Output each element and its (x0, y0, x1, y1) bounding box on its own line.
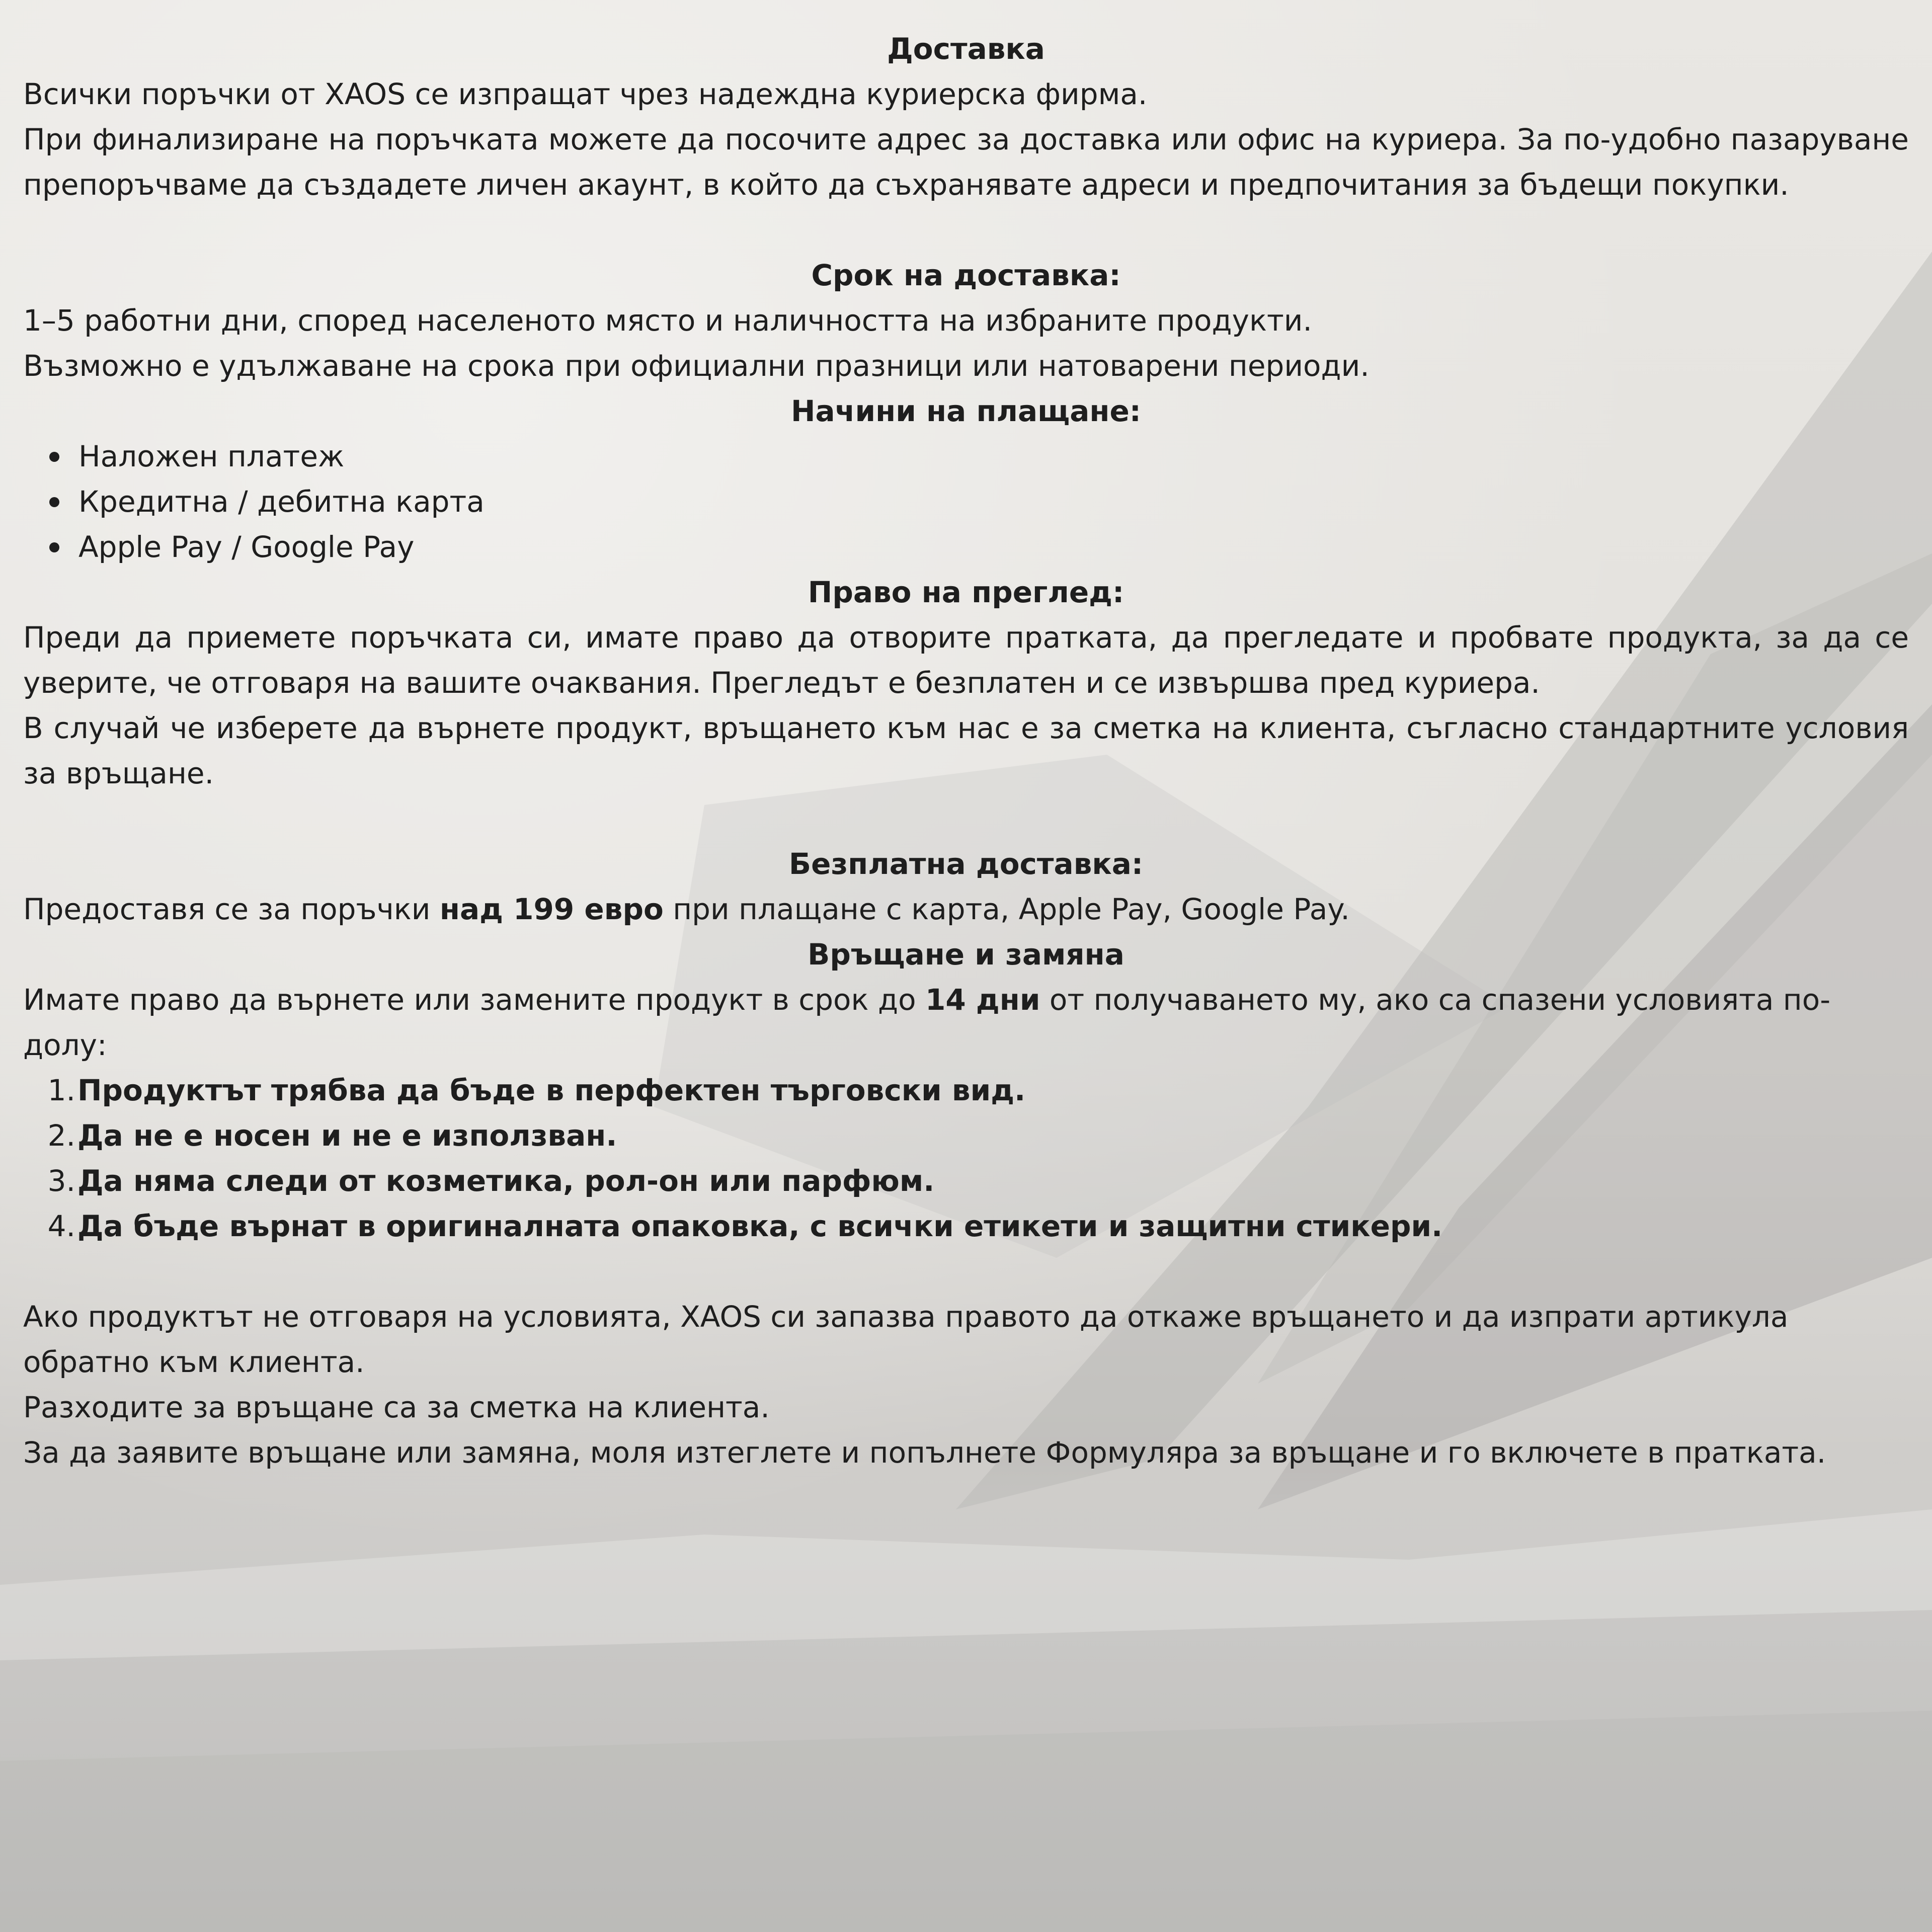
spacer (23, 1249, 1909, 1294)
list-number: 1. (47, 1073, 75, 1107)
list-item (78, 524, 1909, 570)
returns-form-paragraph: За да заявите връщане или замяна, моля изтеглете и попълнете Формуляра за връщане и го включете в пратката. (23, 1435, 1826, 1470)
delivery-heading: Доставка (887, 32, 1045, 66)
free-delivery-text: Предоставя се за поръчки (23, 892, 440, 926)
free-delivery-heading: Безплатна доставка: (788, 847, 1144, 881)
delivery-term-paragraph-1: 1–5 работни дни, според населеното място и наличността на избраните продукти. (23, 303, 1312, 338)
list-item (23, 1068, 1909, 1113)
payment-methods-list (23, 434, 1909, 570)
inspection-heading: Право на преглед: (808, 575, 1124, 609)
returns-period: 14 дни (925, 983, 1040, 1017)
returns-intro-paragraph (23, 977, 1909, 1068)
delivery-term-paragraph-2: Възможно е удължаване на срока при официални празници или натоварени периоди. (23, 349, 1370, 383)
delivery-term-heading: Срок на доставка: (811, 258, 1121, 292)
inspection-paragraph-2: В случай че изберете да върнете продукт, връщането към нас е за сметка на клиента, съгласно стандартните условия за връщане. (23, 711, 1909, 790)
list-item (78, 479, 1909, 524)
free-delivery-threshold: над 199 евро (439, 892, 664, 926)
list-number: 4. (47, 1209, 75, 1243)
list-number: 3. (47, 1164, 75, 1198)
condition-text: Да бъде върнат в оригиналната опаковка, с всички етикети и защитни стикери. (77, 1209, 1443, 1243)
returns-costs-paragraph: Разходите за връщане са за сметка на клиента. (23, 1390, 770, 1424)
payment-methods-heading: Начини на плащане: (791, 394, 1141, 428)
spacer (23, 207, 1909, 253)
delivery-paragraph-2: При финализиране на поръчката можете да посочите адрес за доставка или офис на куриера. За по-удобно пазаруване препоръчваме да създадете личен акаунт, в който да съхранявате адреси и предпочитания за бъдещи покупки. (23, 122, 1909, 202)
list-item (23, 1203, 1909, 1249)
returns-heading: Връщане и замяна (808, 937, 1124, 972)
payment-method-label: Наложен платеж (78, 439, 345, 473)
list-item (78, 434, 1909, 479)
condition-text: Да няма следи от козметика, рол-он или парфюм. (77, 1164, 935, 1198)
free-delivery-text: при плащане с карта, Apple Pay, Google Pay. (663, 892, 1350, 926)
inspection-paragraph-1: Преди да приемете поръчката си, имате право да отворите пратката, да прегледате и пробвате продукта, за да се уверите, че отговаря на вашите очаквания. Прегледът е безплатен и се извършва пред куриера. (23, 620, 1909, 700)
spacer (23, 796, 1909, 841)
free-delivery-paragraph (23, 887, 1909, 932)
condition-text: Да не е носен и не е използван. (77, 1118, 617, 1153)
bullet-icon (49, 542, 59, 552)
bullet-icon (49, 497, 59, 507)
list-number: 2. (47, 1118, 75, 1153)
delivery-paragraph-1: Всички поръчки от XAOS се изпращат чрез надеждна куриерска фирма. (23, 77, 1148, 111)
payment-method-label: Apple Pay / Google Pay (78, 530, 415, 564)
bullet-icon (49, 452, 59, 462)
returns-refusal-paragraph: Ако продуктът не отговаря на условията, XAOS си запазва правото да откаже връщането и да изпрати артикула обратно към клиента. (23, 1300, 1789, 1379)
payment-method-label: Кредитна / дебитна карта (78, 485, 485, 519)
list-item (23, 1158, 1909, 1203)
returns-intro-text: от получаването му, ако са спазени условията по-долу: (23, 983, 1831, 1062)
condition-text: Продуктът трябва да бъде в перфектен търговски вид. (77, 1073, 1026, 1107)
returns-intro-text: Имате право да върнете или замените продукт в срок до (23, 983, 925, 1017)
return-conditions-list (23, 1068, 1909, 1249)
list-item (23, 1113, 1909, 1158)
document-body (23, 26, 1909, 1475)
